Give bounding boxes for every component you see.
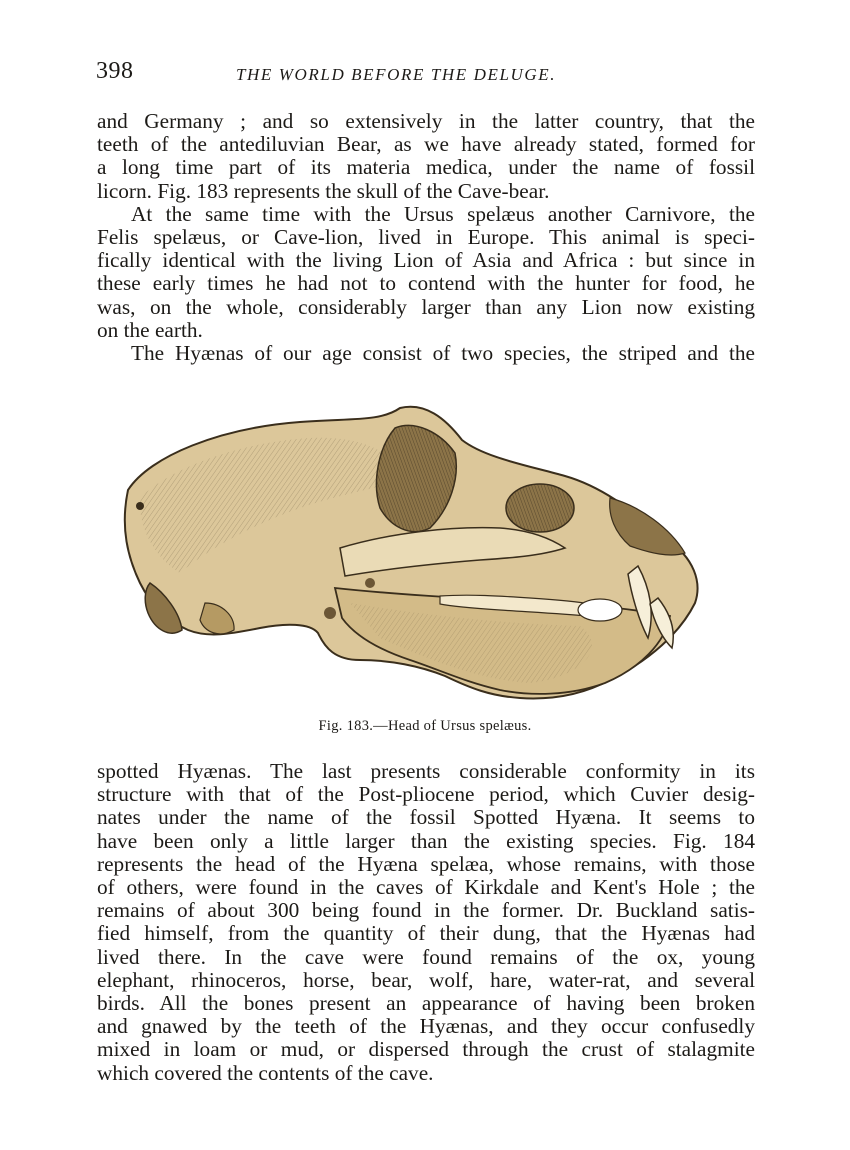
text-line: birds. All the bones present an appearance of having been broken [97,991,755,1016]
text-line: At the same time with the Ursus spelæus another Carnivore, the [131,201,755,226]
text-line: lived there. In the cave were found remains of the ox, young [97,944,755,969]
text-line: have been only a little larger than the existing species. Fig. 184 [97,828,755,853]
text-line: Felis spelæus, or Cave-lion, lived in Europe. This animal is speci- [97,225,755,250]
body-text-bottom [97,760,755,1085]
text-line: these early times he had not to contend with the hunter for food, he [97,271,755,296]
text-line: nates under the name of the fossil Spotted Hyæna. It seems to [97,805,755,830]
text-line: a long time part of its materia medica, under the name of fossil [97,155,755,180]
running-title: THE WORLD BEFORE THE DELUGE. [236,65,557,84]
page-number: 398 [96,58,134,84]
text-line: was, on the whole, considerably larger than any Lion now existing [97,294,755,319]
text-line: fied himself, from the quantity of their dung, that the Hyænas had [97,921,755,946]
text-line: and gnawed by the teeth of the Hyænas, and they occur confusedly [97,1014,755,1039]
text-line: The Hyænas of our age consist of two species, the striped and the [131,341,755,366]
running-head [96,56,756,90]
text-line: licorn. Fig. 183 represents the skull of the Cave-bear. [97,178,550,203]
text-line: and Germany ; and so extensively in the latter country, that the [97,109,755,133]
text-line: represents the head of the Hyæna spelæa, whose remains, with those [97,851,755,876]
text-line: spotted Hyænas. The last presents considerable conformity in its [97,759,755,783]
text-line: remains of about 300 being found in the former. Dr. Buckland satis- [97,898,755,923]
text-line: teeth of the antediluvian Bear, as we have already stated, formed for [97,132,755,157]
text-line: fically identical with the living Lion of Asia and Africa : but since in [97,248,755,273]
text-line: on the earth. [97,317,203,342]
skull-engraving [110,398,710,710]
text-line: elephant, rhinoceros, horse, bear, wolf, hare, water-rat, and several [97,967,755,992]
body-text-top [97,110,755,365]
figure-caption: Fig. 183.—Head of Ursus spelæus. [318,718,532,734]
text-line: of others, were found in the caves of Kirkdale and Kent's Hole ; the [97,875,755,900]
text-line: which covered the contents of the cave. [97,1060,434,1085]
text-line: mixed in loam or mud, or dispersed through the crust of stalagmite [97,1037,755,1062]
text-line: structure with that of the Post-pliocene period, which Cuvier desig- [97,782,755,807]
